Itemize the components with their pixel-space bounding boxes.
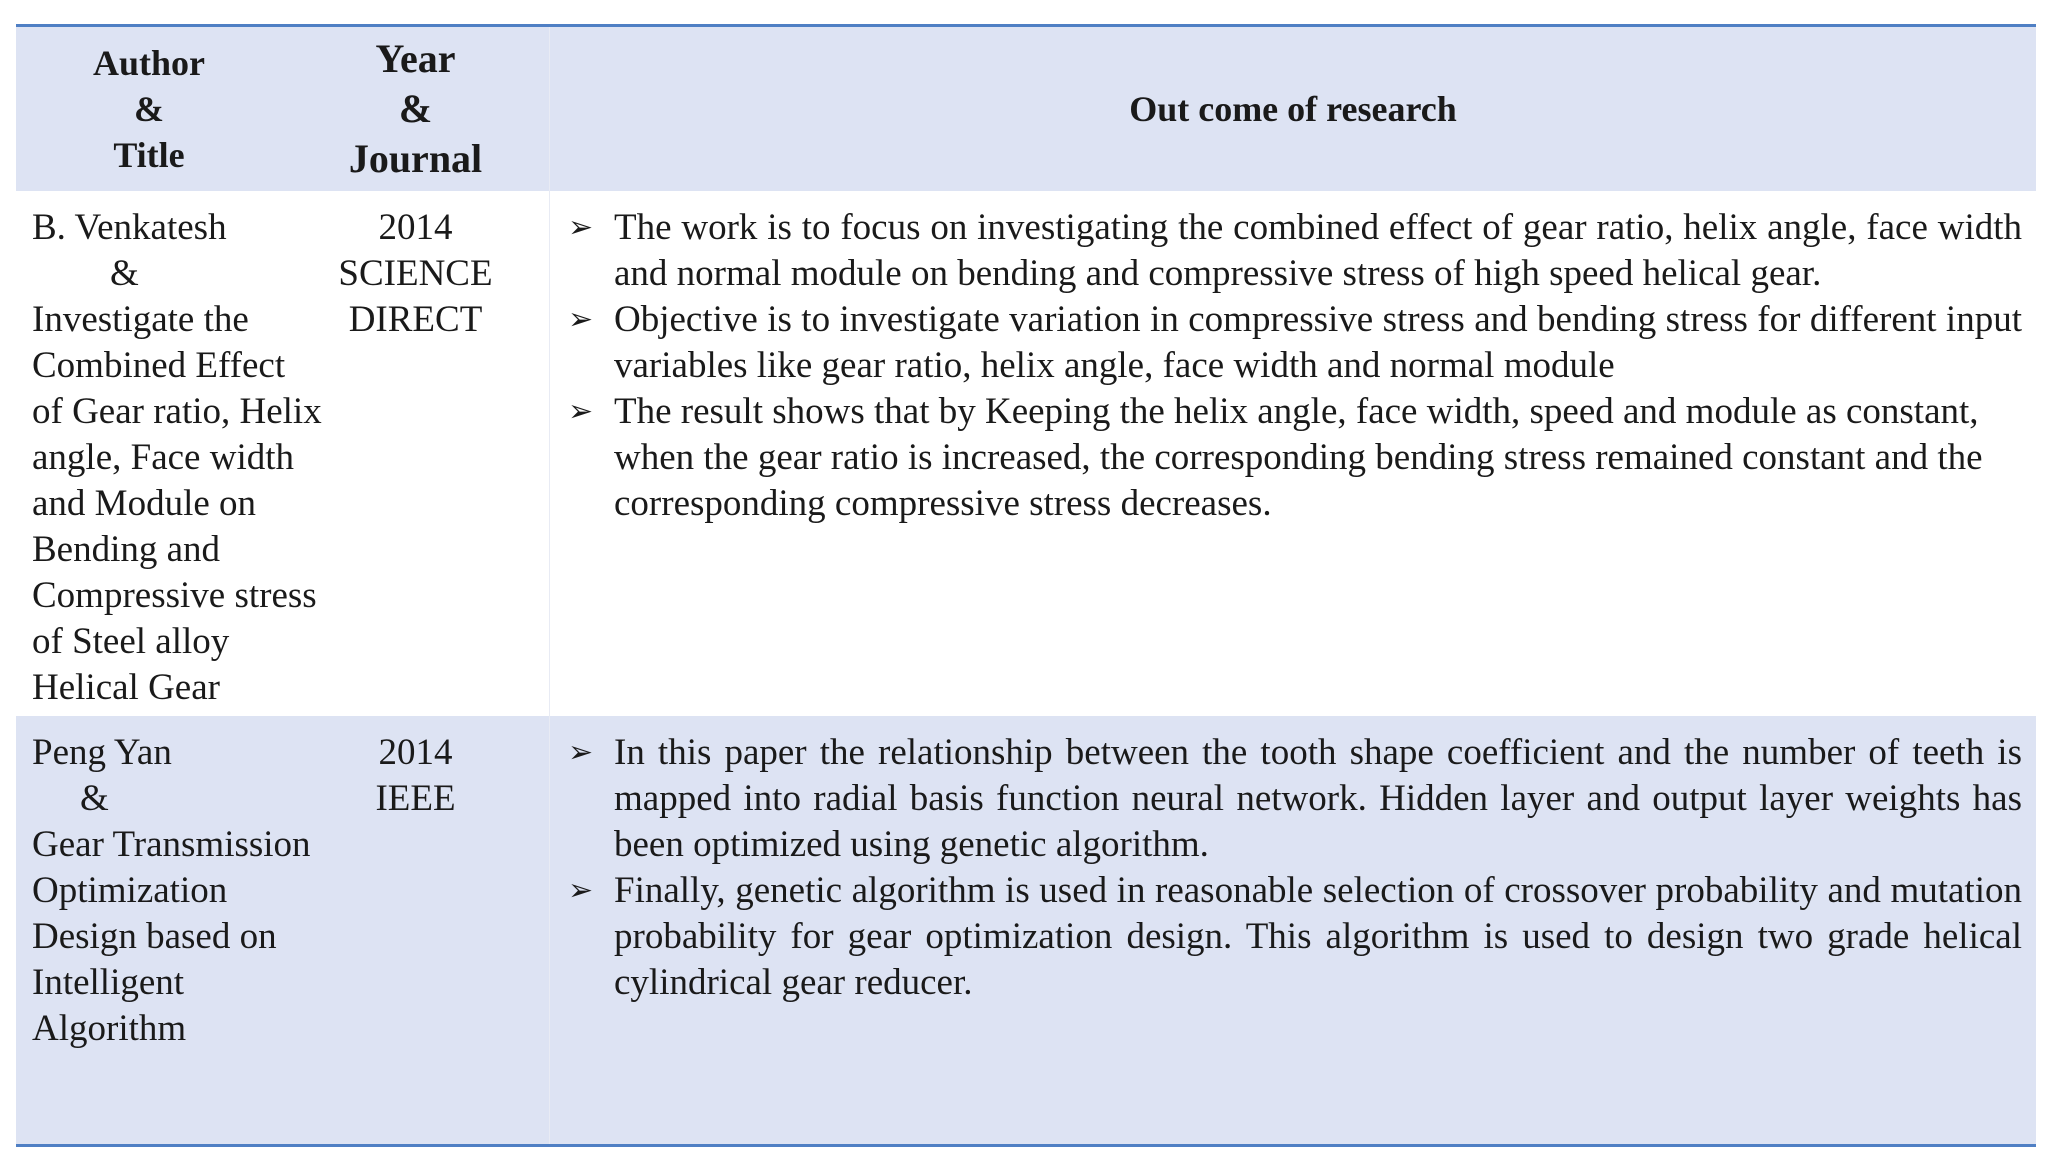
journal-name-line: SCIENCE [338,253,493,294]
literature-review-table [16,24,2036,1147]
header-year-label: Year [375,36,456,81]
ampersand: & [80,778,109,819]
outcome-bullet [568,389,2022,527]
outcome-cell [550,191,2036,716]
paper-title-line: Intelligent [32,962,185,1003]
outcome-cell [550,716,2036,1144]
outcome-bullet [568,730,2022,868]
outcome-text: The result shows that by Keeping the helix angle, face width, speed and module as constant, when the gear ratio is increased, the corresponding bending stress remained constant and the corresponding compressive stress decreases. [614,391,1983,524]
outcome-bullet [568,868,2022,1006]
paper-title-line: angle, Face width [32,437,294,478]
paper-title-line: Design based on [32,916,277,957]
author-name: B. Venkatesh [32,207,227,248]
table-header-row [16,27,2036,191]
table-row [16,191,2036,716]
author-title-cell [16,191,322,716]
paper-title-line: and Module on [32,483,257,524]
paper-title-line: Compressive stress [32,575,317,616]
author-name: Peng Yan [32,732,172,773]
paper-title-line: of Gear ratio, Helix [32,391,322,432]
paper-title-line: Combined Effect [32,345,286,386]
ampersand: & [110,253,139,294]
paper-title-line: Algorithm [32,1008,187,1049]
header-ampersand: & [398,86,433,131]
paper-title-line: Gear Transmission [32,824,311,865]
outcome-text: The work is to focus on investigating the combined effect of gear ratio, helix angle, face width and normal module on bending and compressive stress of high speed helical gear. [614,207,2022,294]
table-row [16,716,2036,1144]
header-journal-label: Journal [348,136,483,181]
arrowhead-bullet-icon: ➢ [568,873,594,908]
header-title-label: Title [113,135,185,175]
outcome-text: In this paper the relationship between the tooth shape coefficient and the number of teeth is mapped into radial basis function neural network. Hidden layer and output layer weights has been optimized using genetic algorithm. [614,732,2022,865]
year-journal-cell [282,716,550,1144]
arrowhead-bullet-icon: ➢ [568,735,594,770]
arrowhead-bullet-icon: ➢ [568,394,594,429]
publication-year: 2014 [378,732,453,773]
header-outcome: Out come of research [1129,89,1457,129]
outcome-text: Finally, genetic algorithm is used in reasonable selection of crossover probability and mutation probability for gear optimization design. This algorithm is used to design two grade helical cylindrical gear reducer. [614,870,2022,1003]
header-author-title [16,27,282,191]
header-author-label: Author [92,43,205,83]
outcome-text: Objective is to investigate variation in compressive stress and bending stress for different input variables like gear ratio, helix angle, face width and normal module [614,299,2022,386]
outcome-bullet [568,205,2022,297]
header-ampersand: & [133,89,164,129]
author-title-cell [16,716,311,1144]
paper-title-line: Optimization [32,870,228,911]
year-journal-cell [282,191,550,716]
outcome-bullet [568,297,2022,389]
paper-title-line: of Steel alloy [32,621,230,662]
arrowhead-bullet-icon: ➢ [568,302,594,337]
header-year-journal [282,27,550,191]
publication-year: 2014 [378,207,453,248]
paper-title-line: Bending and [32,529,221,570]
journal-name-line: DIRECT [348,299,483,340]
journal-name-line: IEEE [375,778,456,819]
paper-title-line: Helical Gear [32,667,220,708]
paper-title-line: Investigate the [32,299,249,340]
arrowhead-bullet-icon: ➢ [568,210,594,245]
